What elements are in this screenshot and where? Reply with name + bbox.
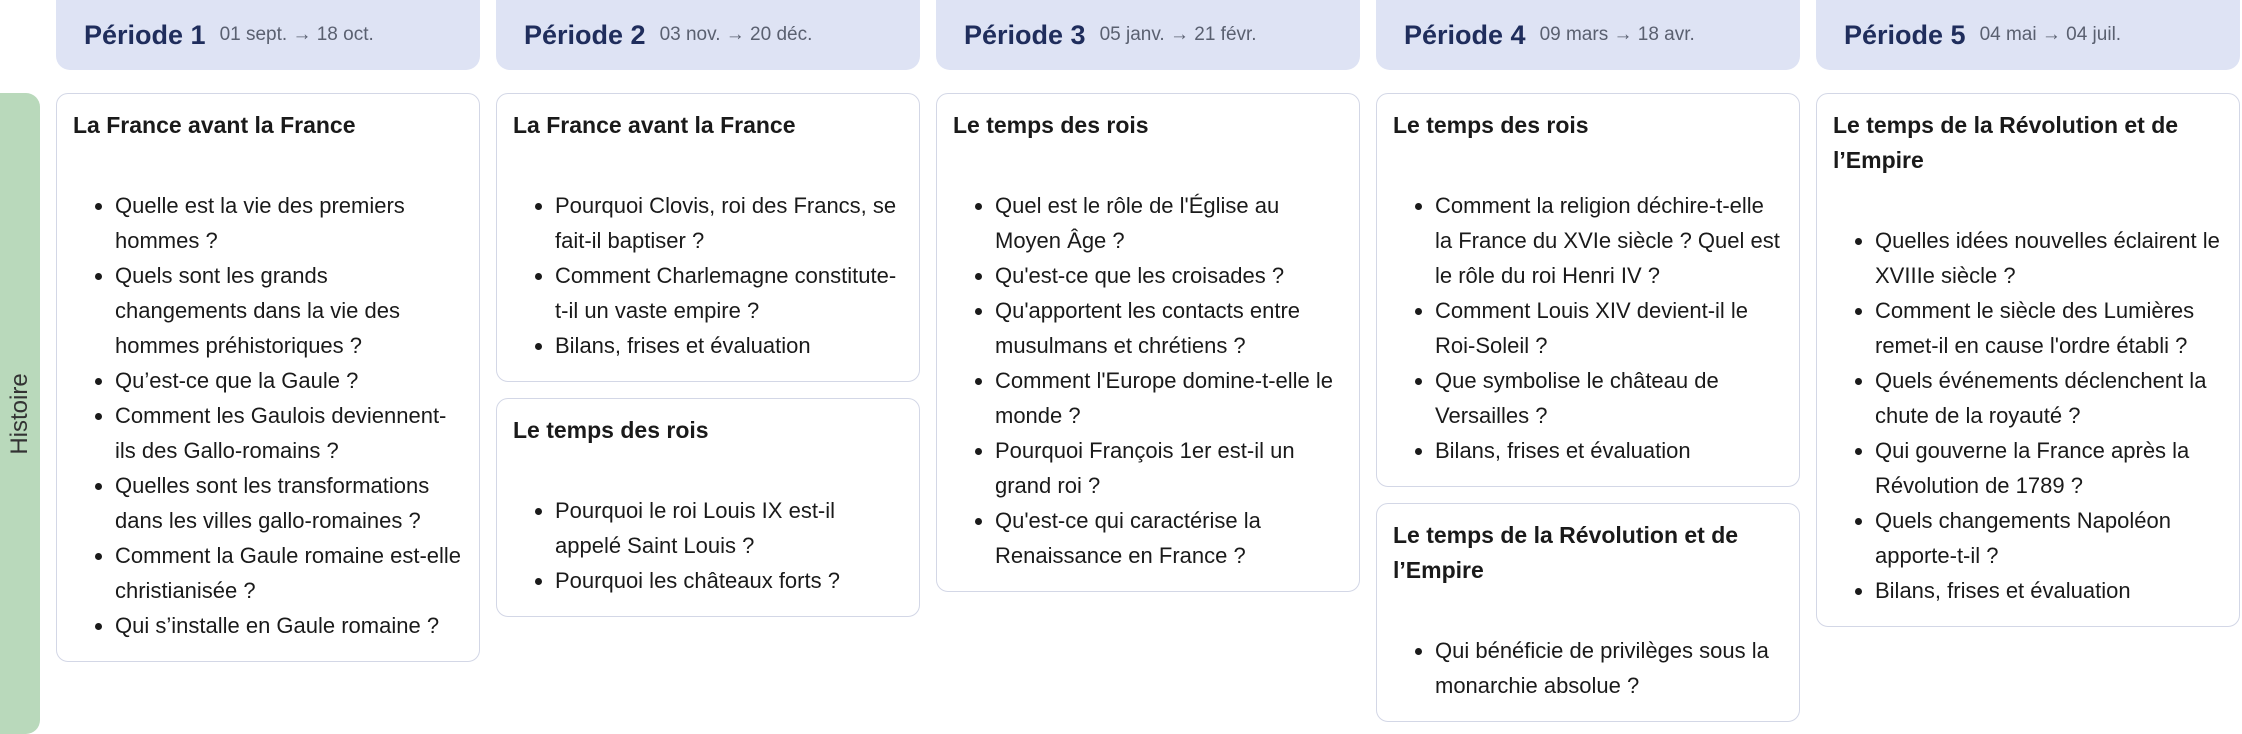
card-title: Le temps de la Révolution et de l’Empire xyxy=(1393,522,1739,583)
card-title: Le temps des rois xyxy=(953,112,1149,138)
list-item: • Quelles idées nouvelles éclairent le XVIIIe siècle ? xyxy=(1875,223,2223,293)
question-list xyxy=(513,188,903,363)
list-item: • Quels sont les grands changements dans la vie des hommes préhistoriques ? xyxy=(115,258,463,363)
period-column-2 xyxy=(496,0,920,617)
question-list xyxy=(953,188,1343,573)
list-item: • Pourquoi le roi Louis IX est-il appelé Saint Louis ? xyxy=(555,493,903,563)
list-item: • Quels changements Napoléon apporte-t-il ? xyxy=(1875,503,2223,573)
question-list xyxy=(1393,633,1783,703)
list-item: • Pourquoi Clovis, roi des Francs, se fait-il baptiser ? xyxy=(555,188,903,258)
card-title: Le temps des rois xyxy=(513,417,709,443)
sequence-card[interactable] xyxy=(56,93,480,662)
period-header xyxy=(1376,0,1800,70)
question-list xyxy=(73,188,463,643)
period-dates: 05 janv. → 21 févr. xyxy=(1099,24,1257,45)
list-item: • Comment Charlemagne constitute-t-il un vaste empire ? xyxy=(555,258,903,328)
period-label: Période 3 xyxy=(964,19,1086,50)
list-item: • Quel est le rôle de l'Église au Moyen Âge ? xyxy=(995,188,1343,258)
sequence-card[interactable] xyxy=(1376,503,1800,722)
list-item: • Comment les Gaulois deviennent-ils des Gallo-romains ? xyxy=(115,398,463,468)
card-title: La France avant la France xyxy=(73,112,356,138)
list-item: • Comment l'Europe domine-t-elle le monde ? xyxy=(995,363,1343,433)
list-item: • Quelle est la vie des premiers hommes ? xyxy=(115,188,463,258)
sequence-card[interactable] xyxy=(936,93,1360,592)
list-item: • Quelles sont les transformations dans les villes gallo-romaines ? xyxy=(115,468,463,538)
period-column-1 xyxy=(56,0,480,662)
subject-text: Histoire xyxy=(6,372,33,455)
list-item: • Bilans, frises et évaluation xyxy=(555,328,903,363)
question-list xyxy=(1393,188,1783,468)
period-header xyxy=(496,0,920,70)
question-list xyxy=(513,493,903,598)
sequence-card[interactable] xyxy=(496,93,920,382)
period-column-5 xyxy=(1816,0,2240,627)
list-item: • Comment le siècle des Lumières remet-il en cause l'ordre établi ? xyxy=(1875,293,2223,363)
list-item: • Comment la Gaule romaine est-elle christianisée ? xyxy=(115,538,463,608)
period-column-4 xyxy=(1376,0,1800,722)
sequence-card[interactable] xyxy=(1816,93,2240,627)
card-title: La France avant la France xyxy=(513,112,796,138)
period-label: Période 2 xyxy=(524,19,646,50)
list-item: • Qu'apportent les contacts entre musulmans et chrétiens ? xyxy=(995,293,1343,363)
period-label: Période 5 xyxy=(1844,19,1966,50)
list-item: • Qui gouverne la France après la Révolution de 1789 ? xyxy=(1875,433,2223,503)
period-header xyxy=(56,0,480,70)
period-header xyxy=(936,0,1360,70)
period-dates: 01 sept. → 18 oct. xyxy=(219,24,374,45)
period-column-3 xyxy=(936,0,1360,592)
list-item: • Qui s’installe en Gaule romaine ? xyxy=(115,608,463,643)
period-label: Période 4 xyxy=(1404,19,1526,50)
list-item: • Comment la religion déchire-t-elle la France du XVIe siècle ? Quel est le rôle du roi Henri IV ? xyxy=(1435,188,1783,293)
card-title: Le temps de la Révolution et de l’Empire xyxy=(1833,112,2179,173)
list-item: • Comment Louis XIV devient-il le Roi-Soleil ? xyxy=(1435,293,1783,363)
period-dates: 03 nov. → 20 déc. xyxy=(659,24,813,45)
list-item: • Pourquoi François 1er est-il un grand roi ? xyxy=(995,433,1343,503)
question-list xyxy=(1833,223,2223,608)
list-item: • Qu’est-ce que la Gaule ? xyxy=(115,363,463,398)
list-item: • Quels événements déclenchent la chute de la royauté ? xyxy=(1875,363,2223,433)
list-item: • Qu'est-ce que les croisades ? xyxy=(995,258,1343,293)
list-item: • Qui bénéficie de privilèges sous la monarchie absolue ? xyxy=(1435,633,1783,703)
card-title: Le temps des rois xyxy=(1393,112,1589,138)
list-item: • Pourquoi les châteaux forts ? xyxy=(555,563,903,598)
period-dates: 04 mai → 04 juil. xyxy=(1979,24,2122,45)
sequence-card[interactable] xyxy=(1376,93,1800,487)
period-header xyxy=(1816,0,2240,70)
list-item: • Bilans, frises et évaluation xyxy=(1875,573,2223,608)
list-item: • Qu'est-ce qui caractérise la Renaissance en France ? xyxy=(995,503,1343,573)
list-item: • Que symbolise le château de Versailles ? xyxy=(1435,363,1783,433)
subject-label-histoire xyxy=(0,93,40,734)
period-dates: 09 mars → 18 avr. xyxy=(1539,24,1695,45)
sequence-card[interactable] xyxy=(496,398,920,617)
list-item: • Bilans, frises et évaluation xyxy=(1435,433,1783,468)
period-label: Période 1 xyxy=(84,19,206,50)
